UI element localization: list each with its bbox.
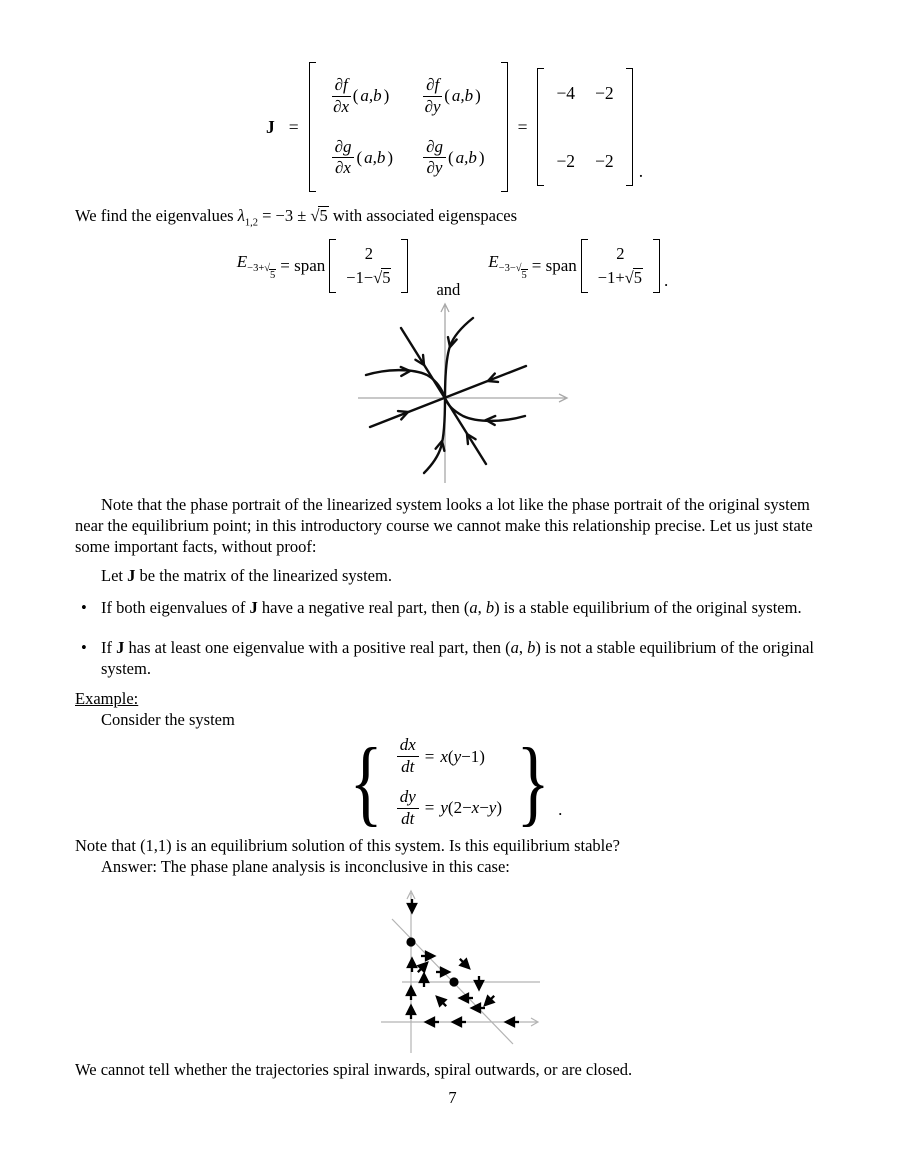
- radicand: 5: [633, 267, 642, 287]
- math-run: = −3 ±: [262, 206, 307, 226]
- phase-portrait-node-svg: [328, 297, 578, 487]
- figure-phase-plane-direction-field: [75, 883, 830, 1055]
- fraction-denominator: ∂y: [426, 158, 443, 178]
- E-symbol: E: [236, 251, 248, 271]
- eigenvector: [592, 239, 649, 294]
- text-run: We find the eigenvalues: [75, 206, 234, 226]
- right-bracket: [401, 239, 408, 294]
- matrix-cell: [332, 76, 394, 116]
- var-y: y: [453, 746, 462, 766]
- matrix-entry: −2: [595, 151, 614, 172]
- jacobian-symbol: J: [265, 117, 275, 138]
- sqrt-expression: [373, 268, 391, 289]
- eigenspaces-equation: [75, 239, 830, 299]
- partial-fraction: [332, 138, 355, 178]
- right-bracket: [653, 239, 660, 294]
- radicand: 5: [382, 267, 391, 287]
- field-arrow-right: [421, 952, 434, 960]
- var-x: x: [471, 798, 480, 818]
- answer-line: Answer: The phase plane analysis is inconclusive in this case:: [101, 856, 510, 876]
- field-arrow-left: [426, 1018, 439, 1026]
- left-bracket: [329, 239, 336, 294]
- fraction-numerator: ∂g: [332, 138, 355, 158]
- radical-sign: √: [310, 206, 320, 226]
- phase-plane-svg: [353, 883, 553, 1055]
- trajectory-bottom: [424, 398, 445, 473]
- let-line: [75, 566, 830, 587]
- left-bracket: [309, 62, 316, 192]
- field-arrow-up-left: [434, 995, 449, 1010]
- var-a: a: [469, 597, 478, 617]
- equation-row-2: [397, 788, 502, 828]
- eigenspace-2: [488, 239, 660, 294]
- note-paragraph: [75, 495, 830, 557]
- bullet-text: [101, 638, 830, 680]
- math-run: (: [447, 746, 454, 766]
- field-arrow-up: [407, 1006, 415, 1019]
- text-run: Let: [101, 565, 128, 585]
- math-run: ): [496, 798, 503, 818]
- rhs-expression: [440, 797, 502, 818]
- right-brace: }: [516, 728, 550, 836]
- subscript-run: −3+: [247, 263, 265, 275]
- matrix-cell: [332, 138, 394, 178]
- math-run: −1): [461, 746, 485, 766]
- E-symbol: E: [488, 251, 499, 271]
- field-arrow-up: [420, 974, 428, 987]
- bullet-text: [101, 598, 830, 619]
- matrix-cell: [423, 138, 485, 178]
- eigenspace-symbol: [488, 251, 528, 281]
- derivative-fraction: [397, 736, 419, 776]
- paren: (: [356, 148, 363, 168]
- closing-line: We cannot tell whether the trajectories spiral inwards, spiral outwards, or are closed.: [75, 1060, 633, 1080]
- field-arrow-down-right: [456, 956, 471, 971]
- ode-system-equation: [75, 728, 830, 836]
- field-arrow-up: [407, 987, 415, 1000]
- var-b: b: [527, 638, 536, 658]
- equals-sign: =: [517, 117, 528, 138]
- text-run: ,: [518, 638, 528, 658]
- paren: (: [447, 148, 454, 168]
- vector-entry: 2: [364, 243, 373, 263]
- trajectory-top: [445, 318, 473, 398]
- paren: ): [475, 86, 481, 106]
- right-bracket: [501, 62, 508, 192]
- text-run: If: [101, 638, 117, 658]
- equilibrium-dot-1: [406, 938, 415, 947]
- var-x: x: [440, 746, 448, 766]
- text-run: If both eigenvalues of: [101, 597, 250, 617]
- matrix-cell: [423, 76, 485, 116]
- trajectories: [366, 318, 526, 473]
- system-rows: [391, 732, 508, 831]
- partial-fraction: [423, 138, 446, 178]
- equals-sign: =: [288, 117, 299, 138]
- vector-entry: [346, 268, 391, 289]
- left-brace: {: [349, 728, 383, 836]
- jacobian-matrix: [322, 68, 495, 185]
- var-b: b: [485, 597, 495, 617]
- field-arrow-down-left: [482, 993, 497, 1008]
- field-arrow-left: [506, 1018, 519, 1026]
- var-y: y: [488, 798, 497, 818]
- math-run: −: [479, 798, 489, 818]
- text-run: be the matrix of the linearized system.: [135, 565, 392, 585]
- text-run: have a negative real part, then (: [257, 597, 470, 617]
- equals-span: = span: [280, 256, 326, 276]
- lambda-symbol: λ: [237, 206, 245, 226]
- radicand: 5: [270, 270, 276, 282]
- radicand: 5: [319, 206, 328, 226]
- partial-fraction: [423, 76, 442, 116]
- math-run: −1+: [597, 267, 625, 287]
- fraction-denominator: ∂x: [333, 96, 350, 116]
- eigenspace-subscript: [498, 263, 528, 282]
- J-symbol: J: [116, 638, 125, 658]
- fraction-numerator: dy: [397, 788, 419, 808]
- eigenspace-1: [237, 239, 409, 294]
- field-arrow-down: [408, 899, 416, 912]
- text-run: ) is a stable equilibrium of the original system.: [494, 597, 802, 617]
- paren: (: [444, 86, 450, 106]
- radical-sign: √: [624, 267, 634, 287]
- example-heading: Example:: [75, 688, 139, 708]
- direction-field-arrows: [407, 899, 519, 1026]
- period: .: [663, 271, 669, 291]
- axes-and-nullclines: [381, 891, 540, 1053]
- text-run: with associated eigenspaces: [332, 206, 518, 226]
- eigenvector: [340, 239, 397, 294]
- jacobian-equation: [75, 62, 830, 192]
- eigenspace-symbol: [237, 251, 277, 281]
- fraction-denominator: dt: [401, 756, 415, 776]
- vector-entry: [598, 268, 643, 289]
- sqrt-expression: [625, 268, 643, 289]
- paren: ): [478, 148, 485, 168]
- text-run: ,: [477, 597, 486, 617]
- rhs-expression: [440, 746, 485, 767]
- text-run: has at least one eigenvalue with a positive real part, then (: [124, 638, 511, 658]
- figure-phase-portrait-node: [75, 297, 830, 487]
- arguments: a,b: [364, 148, 386, 168]
- math-run: −1−: [346, 267, 374, 287]
- sqrt-expression: √ 5: [264, 263, 276, 282]
- equals-span: = span: [531, 256, 577, 276]
- paren: (: [352, 86, 359, 106]
- fraction-numerator: ∂f: [423, 76, 442, 96]
- matrix-entry: −4: [556, 83, 576, 103]
- paren: ): [383, 86, 390, 106]
- fraction-numerator: ∂f: [332, 76, 351, 96]
- bullet-item-2: [75, 638, 830, 680]
- matrix-entry: −2: [595, 83, 614, 103]
- derivative-fraction: [397, 788, 419, 828]
- paragraph-text: Note that the phase portrait of the linearized system looks a lot like the phase portrait of the original system near the equilibrium point; in this introductory course we cannot make this relationship precise. Let us just state some important facts, without proof:: [75, 495, 813, 556]
- var-a: a: [510, 638, 519, 658]
- lambda-subscript: 1,2: [244, 217, 258, 229]
- partial-fraction: [332, 76, 351, 116]
- example-intro: Consider the system: [101, 709, 235, 729]
- numeric-matrix-group: [537, 68, 632, 186]
- page-number: 7: [448, 1088, 457, 1108]
- equals-sign: =: [424, 746, 435, 766]
- question-line: Note that (1,1) is an equilibrium solution of this system. Is this equilibrium stable?: [75, 835, 620, 855]
- arguments: a,b: [451, 86, 474, 106]
- bullet-item-1: [75, 598, 830, 619]
- conjunction: and: [436, 279, 461, 299]
- J-symbol: J: [127, 565, 136, 585]
- left-bracket: [581, 239, 588, 294]
- fraction-denominator: ∂y: [424, 96, 441, 116]
- field-arrow-right: [436, 968, 449, 976]
- numeric-matrix: [544, 68, 625, 186]
- bullet-marker: •: [81, 638, 87, 658]
- math-run: (2−: [447, 798, 472, 818]
- matrix-entry: −2: [556, 151, 576, 172]
- radical-sign: √: [373, 267, 383, 287]
- equilibrium-dot-2: [449, 978, 458, 987]
- vector-entry: 2: [616, 243, 625, 263]
- eigendirection-slow: [370, 366, 526, 427]
- field-arrow-left: [453, 1018, 466, 1026]
- eigenvalues-line: [75, 206, 830, 227]
- period: .: [558, 799, 563, 819]
- axes: [358, 304, 567, 483]
- field-arrow-down: [475, 976, 483, 989]
- radicand: 5: [521, 270, 527, 282]
- fraction-denominator: dt: [401, 808, 415, 828]
- J-symbol: J: [249, 597, 258, 617]
- left-bracket: [537, 68, 544, 186]
- bullet-marker: •: [81, 597, 87, 617]
- fraction-numerator: ∂g: [423, 138, 446, 158]
- fraction-denominator: ∂x: [335, 158, 351, 178]
- paren: ): [387, 148, 394, 168]
- arguments: a,b: [360, 86, 382, 106]
- fraction-numerator: dx: [397, 736, 419, 756]
- period: .: [638, 161, 644, 182]
- right-bracket: [626, 68, 633, 186]
- subscript-run: −3−: [498, 263, 516, 275]
- text-run: ) is not a stable equilibrium of the original system.: [101, 638, 814, 679]
- eigenspace-subscript: [247, 263, 276, 282]
- equals-sign: =: [424, 798, 435, 818]
- field-arrow-left: [472, 1004, 485, 1012]
- sqrt-expression: √ 5: [515, 263, 527, 282]
- field-arrow-up: [408, 959, 416, 972]
- arguments: a,b: [455, 148, 477, 168]
- equation-row-1: [397, 736, 502, 776]
- sqrt-expression: [310, 206, 328, 227]
- var-y: y: [440, 798, 448, 818]
